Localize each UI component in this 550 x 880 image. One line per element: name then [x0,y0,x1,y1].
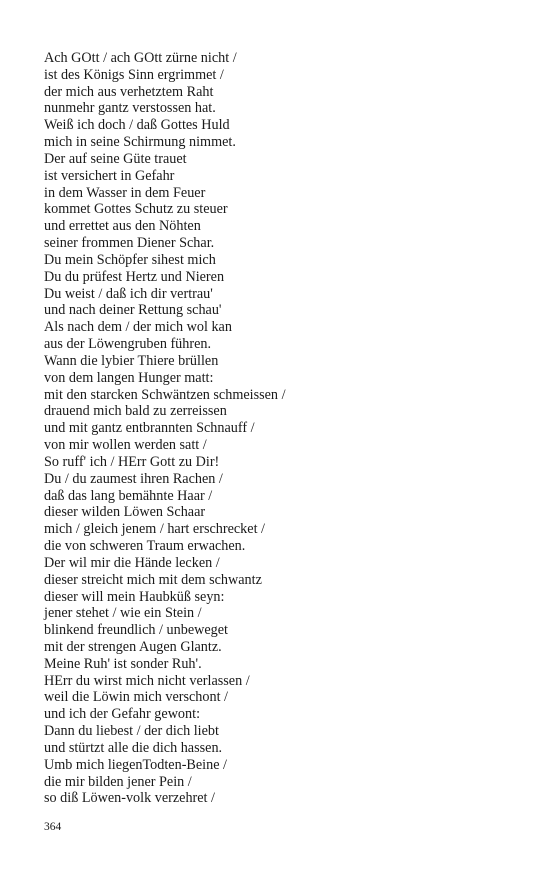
poem-line: Du / du zaumest ihren Rachen / [44,470,223,487]
poem-line: Der auf seine Güte trauet [44,150,187,167]
poem-line: jener stehet / wie ein Stein / [44,605,202,622]
poem-line: Du weist / daß ich dir vertrau' [44,285,213,302]
poem-line: mich / gleich jenem / hart erschrecket / [44,521,265,538]
poem-line: Weiß ich doch / daß Gottes Huld [44,117,230,134]
poem-line: dieser wilden Löwen Schaar [44,504,206,521]
poem-line: mit den starcken Schwäntzen schmeissen / [44,386,286,403]
poem-line: Als nach dem / der mich wol kan [44,319,232,336]
poem-line: weil die Löwin mich verschont / [44,689,229,706]
poem-line: und stürtzt alle die dich hassen. [44,739,223,756]
poem-line: Wann die lybier Thiere brüllen [44,352,219,369]
poem-line: der mich aus verhetztem Raht [44,83,214,100]
poem-line: Umb mich liegenTodten-Beine / [44,756,228,773]
poem-line: und mit gantz entbrannten Schnauff / [44,420,255,437]
poem-line: und errettet aus den Nöhten [44,218,201,235]
poem-line: mich in seine Schirmung nimmet. [44,134,236,151]
poem-line: so diß Löwen-volk verzehret / [44,790,215,807]
poem-line: dieser will mein Haubküß seyn: [44,588,225,605]
poem-line: Ach GOtt / ach GOtt zürne nicht / [44,50,237,66]
poem-line: seiner frommen Diener Schar. [44,235,215,252]
poem-text [44,50,286,807]
poem-line: und ich der Gefahr gewont: [44,706,201,723]
poem-line: die von schweren Traum erwachen. [44,538,246,555]
poem-line: blinkend freundlich / unbeweget [44,622,228,639]
poem-line: dieser streicht mich mit dem schwantz [44,571,262,588]
poem-line: ist des Königs Sinn ergrimmet / [44,66,224,83]
poem-line: mit der strengen Augen Glantz. [44,638,222,655]
poem-line: kommet Gottes Schutz zu steuer [44,201,228,218]
poem-line: Der wil mir die Hände lecken / [44,554,220,571]
poem-line: Du du prüfest Hertz und Nieren [44,268,225,285]
poem-line: von dem langen Hunger matt: [44,369,214,386]
poem-line: daß das lang bemähnte Haar / [44,487,213,504]
poem-line: und nach deiner Rettung schau' [44,302,222,319]
poem-line: Dann du liebest / der dich liebt [44,723,219,740]
poem-line: drauend mich bald zu zerreissen [44,403,227,420]
poem-line: aus der Löwengruben führen. [44,336,212,353]
poem-line: Du mein Schöpfer sihest mich [44,251,216,268]
poem-line: von mir wollen werden satt / [44,437,207,454]
poem-line: HErr du wirst mich nicht verlassen / [44,672,250,689]
poem-line: nunmehr gantz verstossen hat. [44,100,216,117]
poem-line: die mir bilden jener Pein / [44,773,192,790]
poem-line: Meine Ruh' ist sonder Ruh'. [44,655,202,672]
page-number: 364 [44,821,62,833]
poem-line: So ruff' ich / HErr Gott zu Dir! [44,453,220,470]
poem-line: ist versichert in Gefahr [44,167,175,184]
poem-line: in dem Wasser in dem Feuer [44,184,206,201]
